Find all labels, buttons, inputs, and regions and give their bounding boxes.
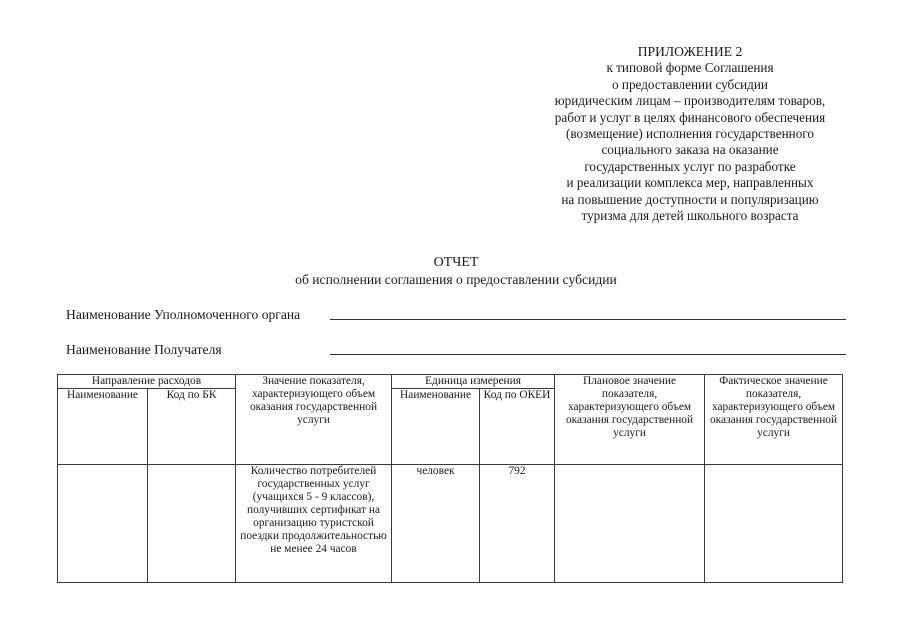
header-okei-code: Код по ОКЕИ: [480, 389, 555, 465]
cell-unit-name: человек: [392, 465, 480, 583]
table-header-row: [58, 375, 843, 389]
appendix-line: к типовой форме Соглашения: [606, 60, 774, 76]
header-expense-name: Наименование: [58, 389, 148, 465]
header-unit-name: Наименование: [392, 389, 480, 465]
cell-actual-value[interactable]: [705, 465, 843, 583]
cell-expense-name[interactable]: [58, 465, 148, 583]
recipient-fill-line[interactable]: [330, 354, 846, 355]
authority-fill-line[interactable]: [330, 319, 846, 320]
header-bk-code: Код по БК: [148, 389, 236, 465]
header-planned-value: Плановое значение показателя, характеризующего объем оказания государственной услуги: [555, 375, 705, 465]
header-unit: Единица измерения: [392, 375, 555, 389]
appendix-line: социального заказа на оказание: [601, 142, 779, 158]
report-subtitle: об исполнении соглашения о предоставлении субсидии: [295, 272, 617, 287]
header-indicator-value: Значение показателя, характеризующего объем оказания государственной услуги: [236, 375, 392, 465]
cell-indicator-value: Количество потребителей государственных услуг (учащихся 5 - 9 классов), получивших сертификат на организацию туристской поездки продолжительностью не менее 24 часов: [236, 465, 392, 583]
report-table: [57, 374, 843, 583]
recipient-label: Наименование Получателя: [66, 342, 222, 357]
appendix-header: [520, 44, 860, 224]
header-expense-direction: Направление расходов: [58, 375, 236, 389]
appendix-line: о предоставлении субсидии: [612, 76, 768, 92]
header-actual-value: Фактическое значение показателя, характеризующего объем оказания государственной услуги: [705, 375, 843, 465]
cell-okei-code: 792: [480, 465, 555, 583]
cell-bk-code[interactable]: [148, 465, 236, 583]
appendix-line: на повышение доступности и популяризацию: [561, 191, 819, 207]
appendix-line: (возмещение) исполнения государственного: [566, 126, 814, 142]
appendix-heading: ПРИЛОЖЕНИЕ 2: [637, 44, 743, 59]
appendix-line: и реализации комплекса мер, направленных: [566, 175, 814, 191]
appendix-line: государственных услуг по разработке: [584, 158, 796, 174]
table-row: [58, 465, 843, 583]
authority-label: Наименование Уполномоченного органа: [66, 307, 301, 322]
appendix-line: туризма для детей школьного возраста: [581, 208, 799, 224]
report-title: ОТЧЕТ: [433, 255, 479, 270]
appendix-line: работ и услуг в целях финансового обеспечения: [554, 109, 826, 125]
cell-planned-value[interactable]: [555, 465, 705, 583]
appendix-line: юридическим лицам – производителям товаров,: [554, 93, 826, 109]
